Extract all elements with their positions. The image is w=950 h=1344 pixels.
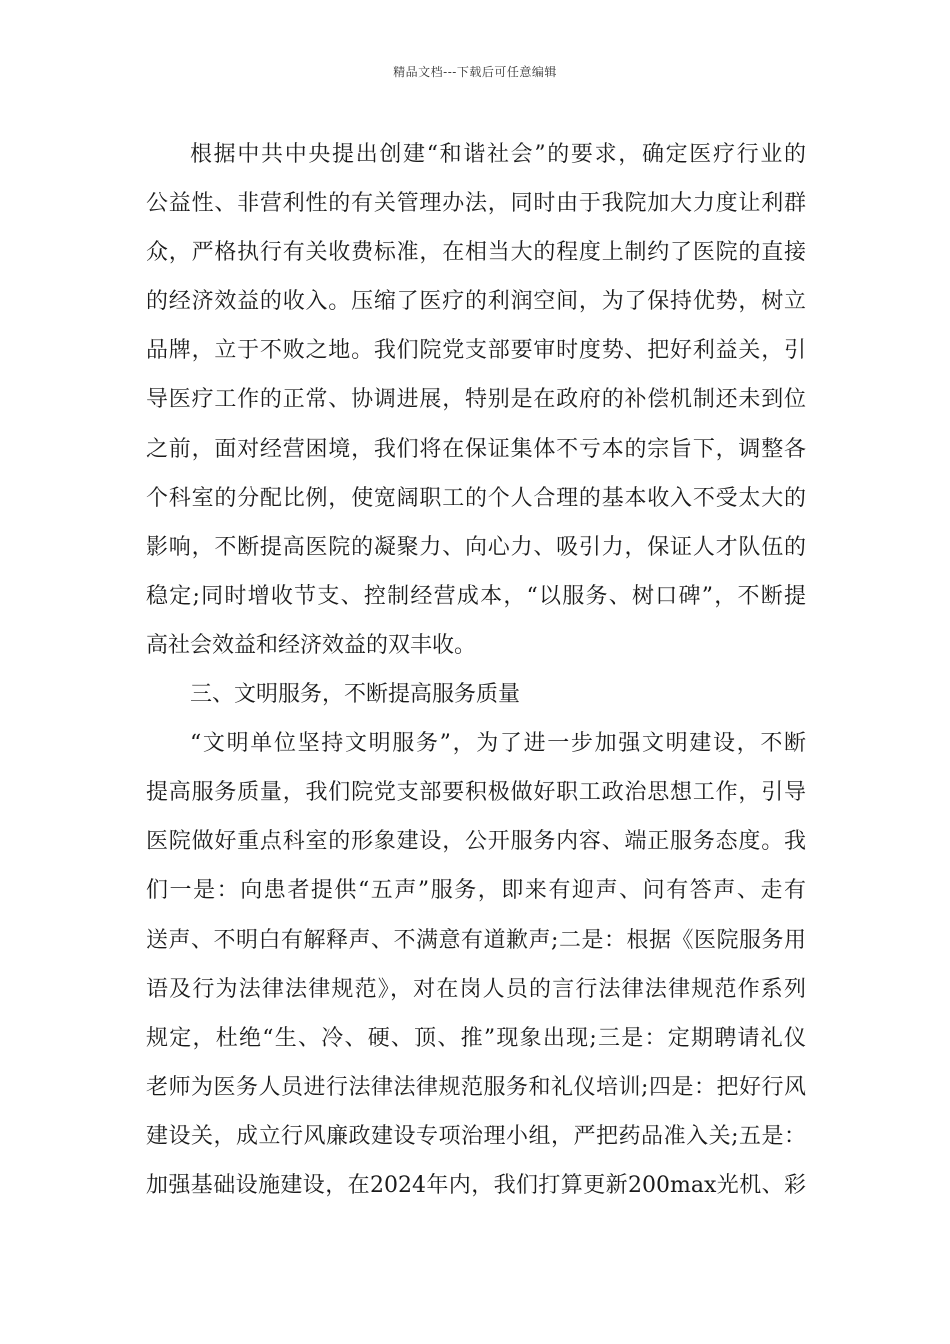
paragraph-line: 导医疗工作的正常、协调进展，特别是在政府的补偿机制还未到位 xyxy=(146,387,806,413)
paragraph-line: 高社会效益和经济效益的双丰收。 xyxy=(146,632,477,658)
paragraph-line: 建设关，成立行风廉政建设专项治理小组，严把药品准入关;五是： xyxy=(146,1123,806,1149)
paragraph-line: 规定，杜绝“生、冷、硬、顶、推”现象出现;三是：定期聘请礼仪 xyxy=(146,1025,806,1051)
paragraph-line: 们一是：向患者提供“五声”服务，即来有迎声、问有答声、走有 xyxy=(146,878,806,904)
paragraph-line: “文明单位坚持文明服务”，为了进一步加强文明建设，不断 xyxy=(190,731,806,757)
paragraph-line: 品牌，立于不败之地。我们院党支部要审时度势、把好利益关，引 xyxy=(146,338,806,364)
paragraph-line: 医院做好重点科室的形象建设，公开服务内容、端正服务态度。我 xyxy=(146,829,806,855)
paragraph-line: 公益性、非营利性的有关管理办法，同时由于我院加大力度让利群 xyxy=(146,191,806,217)
paragraph-line: 影响，不断提高医院的凝聚力、向心力、吸引力，保证人才队伍的 xyxy=(146,534,806,560)
paragraph-line: 众，严格执行有关收费标准，在相当大的程度上制约了医院的直接 xyxy=(146,240,806,266)
paragraph-line: 稳定;同时增收节支、控制经营成本，“以服务、树口碑”，不断提 xyxy=(146,583,806,609)
page-header: 精品文档---下载后可任意编辑 xyxy=(393,65,557,79)
paragraph-line: 加强基础设施建设，在2024年内，我们打算更新200max光机、彩 xyxy=(146,1172,806,1198)
paragraph-line: 老师为医务人员进行法律法律规范服务和礼仪培训;四是：把好行风 xyxy=(146,1074,806,1100)
paragraph-line: 个科室的分配比例，使宽阔职工的个人合理的基本收入不受太大的 xyxy=(146,485,806,511)
paragraph-line: 之前，面对经营困境，我们将在保证集体不亏本的宗旨下，调整各 xyxy=(146,436,806,462)
paragraph-line: 送声、不明白有解释声、不满意有道歉声;二是：根据《医院服务用 xyxy=(146,927,806,953)
paragraph-line: 的经济效益的收入。压缩了医疗的利润空间，为了保持优势，树立 xyxy=(146,289,806,315)
paragraph-line: 根据中共中央提出创建“和谐社会”的要求，确定医疗行业的 xyxy=(190,142,806,167)
paragraph-line: 提高服务质量，我们院党支部要积极做好职工政治思想工作，引导 xyxy=(146,780,806,806)
body-text xyxy=(146,130,806,1210)
paragraph-line: 语及行为法律法律规范》，对在岗人员的言行法律法律规范作系列 xyxy=(146,976,806,1002)
section-heading: 三、文明服务，不断提高服务质量 xyxy=(190,682,521,708)
